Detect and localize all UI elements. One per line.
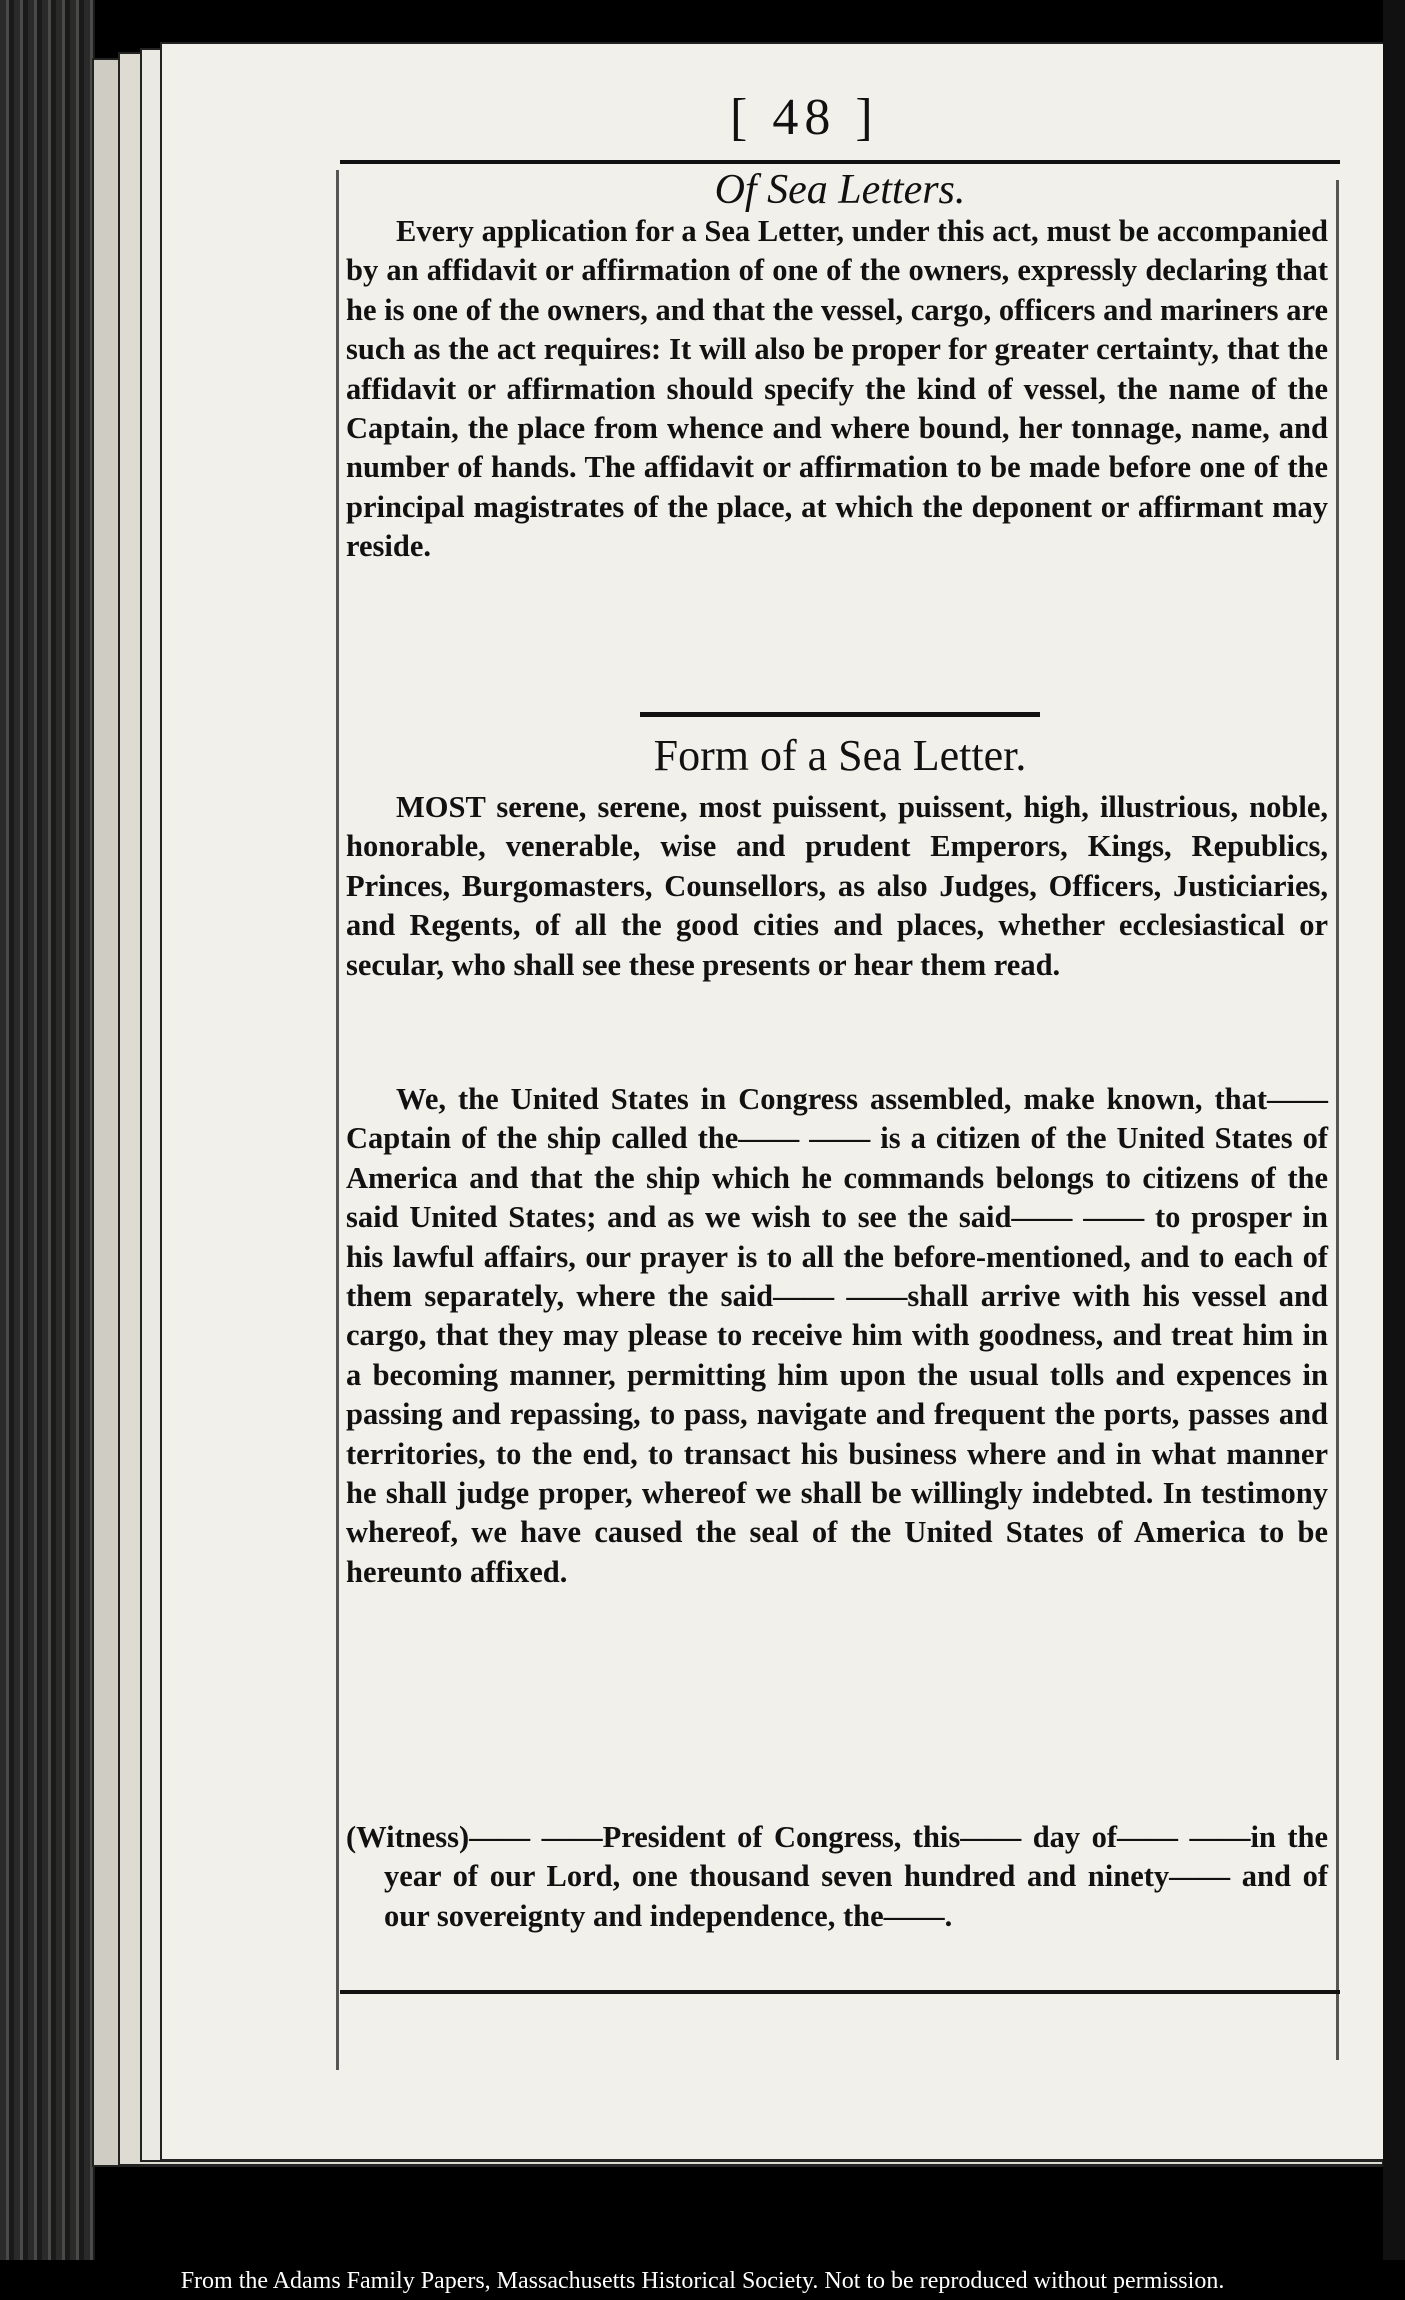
section-title-form: Form of a Sea Letter. xyxy=(653,731,1027,780)
book-spine xyxy=(0,0,95,2260)
section-divider xyxy=(640,712,1040,717)
printed-page xyxy=(300,70,1340,2150)
top-rule xyxy=(340,160,1340,164)
right-border-rule xyxy=(1336,180,1339,2060)
background-edge xyxy=(1383,0,1405,2260)
sea-letters-paragraph: Every application for a Sea Letter, under this act, must be accompanied by an affidavit or affirmation of one of the owners, expressly declaring that he is one of the owners, and that the vessel, cargo, officers and mariners are such as the act requires: It will also be proper for greater certainty, that the affidavit or affirmation should specify the kind of vessel, the name of the Captain, the place from whence and where bound, her tonnage, name, and number of hands. The affidavit or affirmation to be made before one of the principal magistrates of the place, at which the deponent or affirmant may reside. xyxy=(346,214,1328,564)
page-number: [ 48 ] xyxy=(730,89,879,146)
left-border-rule xyxy=(336,170,339,2070)
form-witness-block xyxy=(346,1818,1328,1936)
form-paragraph-address: MOST serene, serene, most puissent, puissent, high, illustrious, noble, honorable, venerable, wise and prudent Emperors, Kings, Republics, Princes, Burgomasters, Counsellors, as also Judges, Officers, Justiciaries, and Regents, of all the good cities and places, whether ecclesiastical or secular, who shall see these presents or hear them read. xyxy=(346,790,1328,982)
credit-footer: From the Adams Family Papers, Massachusetts Historical Society. Not to be reproduced without permission. xyxy=(0,2262,1405,2300)
witness-text: (Witness)—— ——President of Congress, this—— day of—— ——in the year of our Lord, one thousand seven hundred and ninety—— and of our sovereignty and independence, the——. xyxy=(346,1820,1328,1933)
bottom-rule xyxy=(340,1990,1340,1994)
form-paragraph-declaration: We, the United States in Congress assembled, make known, that—— Captain of the ship called the—— —— is a citizen of the United States of America and that the ship which he commands belongs to citizens of the said United States; and as we wish to see the said—— —— to prosper in his lawful affairs, our prayer is to all the before-mentioned, and to each of them separately, where the said—— ——shall arrive with his vessel and cargo, that they may please to receive him with goodness, and treat him in a becoming manner, permitting him upon the usual tolls and expences in passing and repassing, to pass, navigate and frequent the ports, passes and territories, to the end, to transact his business where and in what manner he shall judge proper, whereof we shall be willingly indebted. In testimony whereof, we have caused the seal of the United States of America to be hereunto affixed. xyxy=(346,1082,1328,1589)
section-title-sea-letters: Of Sea Letters. xyxy=(714,167,966,213)
